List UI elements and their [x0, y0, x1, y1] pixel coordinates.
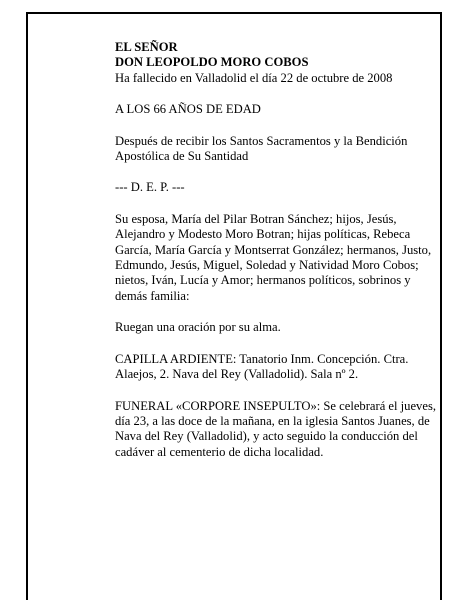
obituary-frame [26, 12, 442, 600]
rip-line: --- D. E. P. --- [115, 180, 185, 195]
title-line-1: EL SEÑOR [115, 40, 178, 54]
deceased-name: DON LEOPOLDO MORO COBOS [115, 55, 309, 70]
funeral-text: FUNERAL «CORPORE INSEPULTO»: Se celebrará el jueves, día 23, a las doce de la mañana, en la iglesia Santos Juanes, de Nava del Rey (Valladolid), y acto seguido la conducción del cadáver al cementerio de dicha localidad. [115, 398, 436, 459]
age-line: A LOS 66 AÑOS DE EDAD [115, 102, 261, 117]
prayer-text: Ruegan una oración por su alma. [115, 320, 281, 335]
chapel-text: CAPILLA ARDIENTE: Tanatorio Inm. Concepción. Ctra. Alaejos, 2. Nava del Rey (Valladolid). Sala nº 2. [115, 351, 409, 382]
death-info: Ha fallecido en Valladolid el día 22 de octubre de 2008 [115, 70, 393, 85]
sacraments-text: Después de recibir los Santos Sacramentos y la Bendición Apostólica de Su Santidad [115, 133, 408, 164]
family-text: Su esposa, María del Pilar Botran Sánchez; hijos, Jesús, Alejandro y Modesto Moro Botran; hijas políticas, Rebeca García, María García y Montserrat González; hermanos, Justo, Edmundo, Jesús, Miguel, Soledad y Natividad Moro Cobos; nietos, Iván, Lucía y Amor; hermanos políticos, sobrinos y demás familia: [115, 211, 432, 303]
obituary-content [115, 40, 439, 460]
